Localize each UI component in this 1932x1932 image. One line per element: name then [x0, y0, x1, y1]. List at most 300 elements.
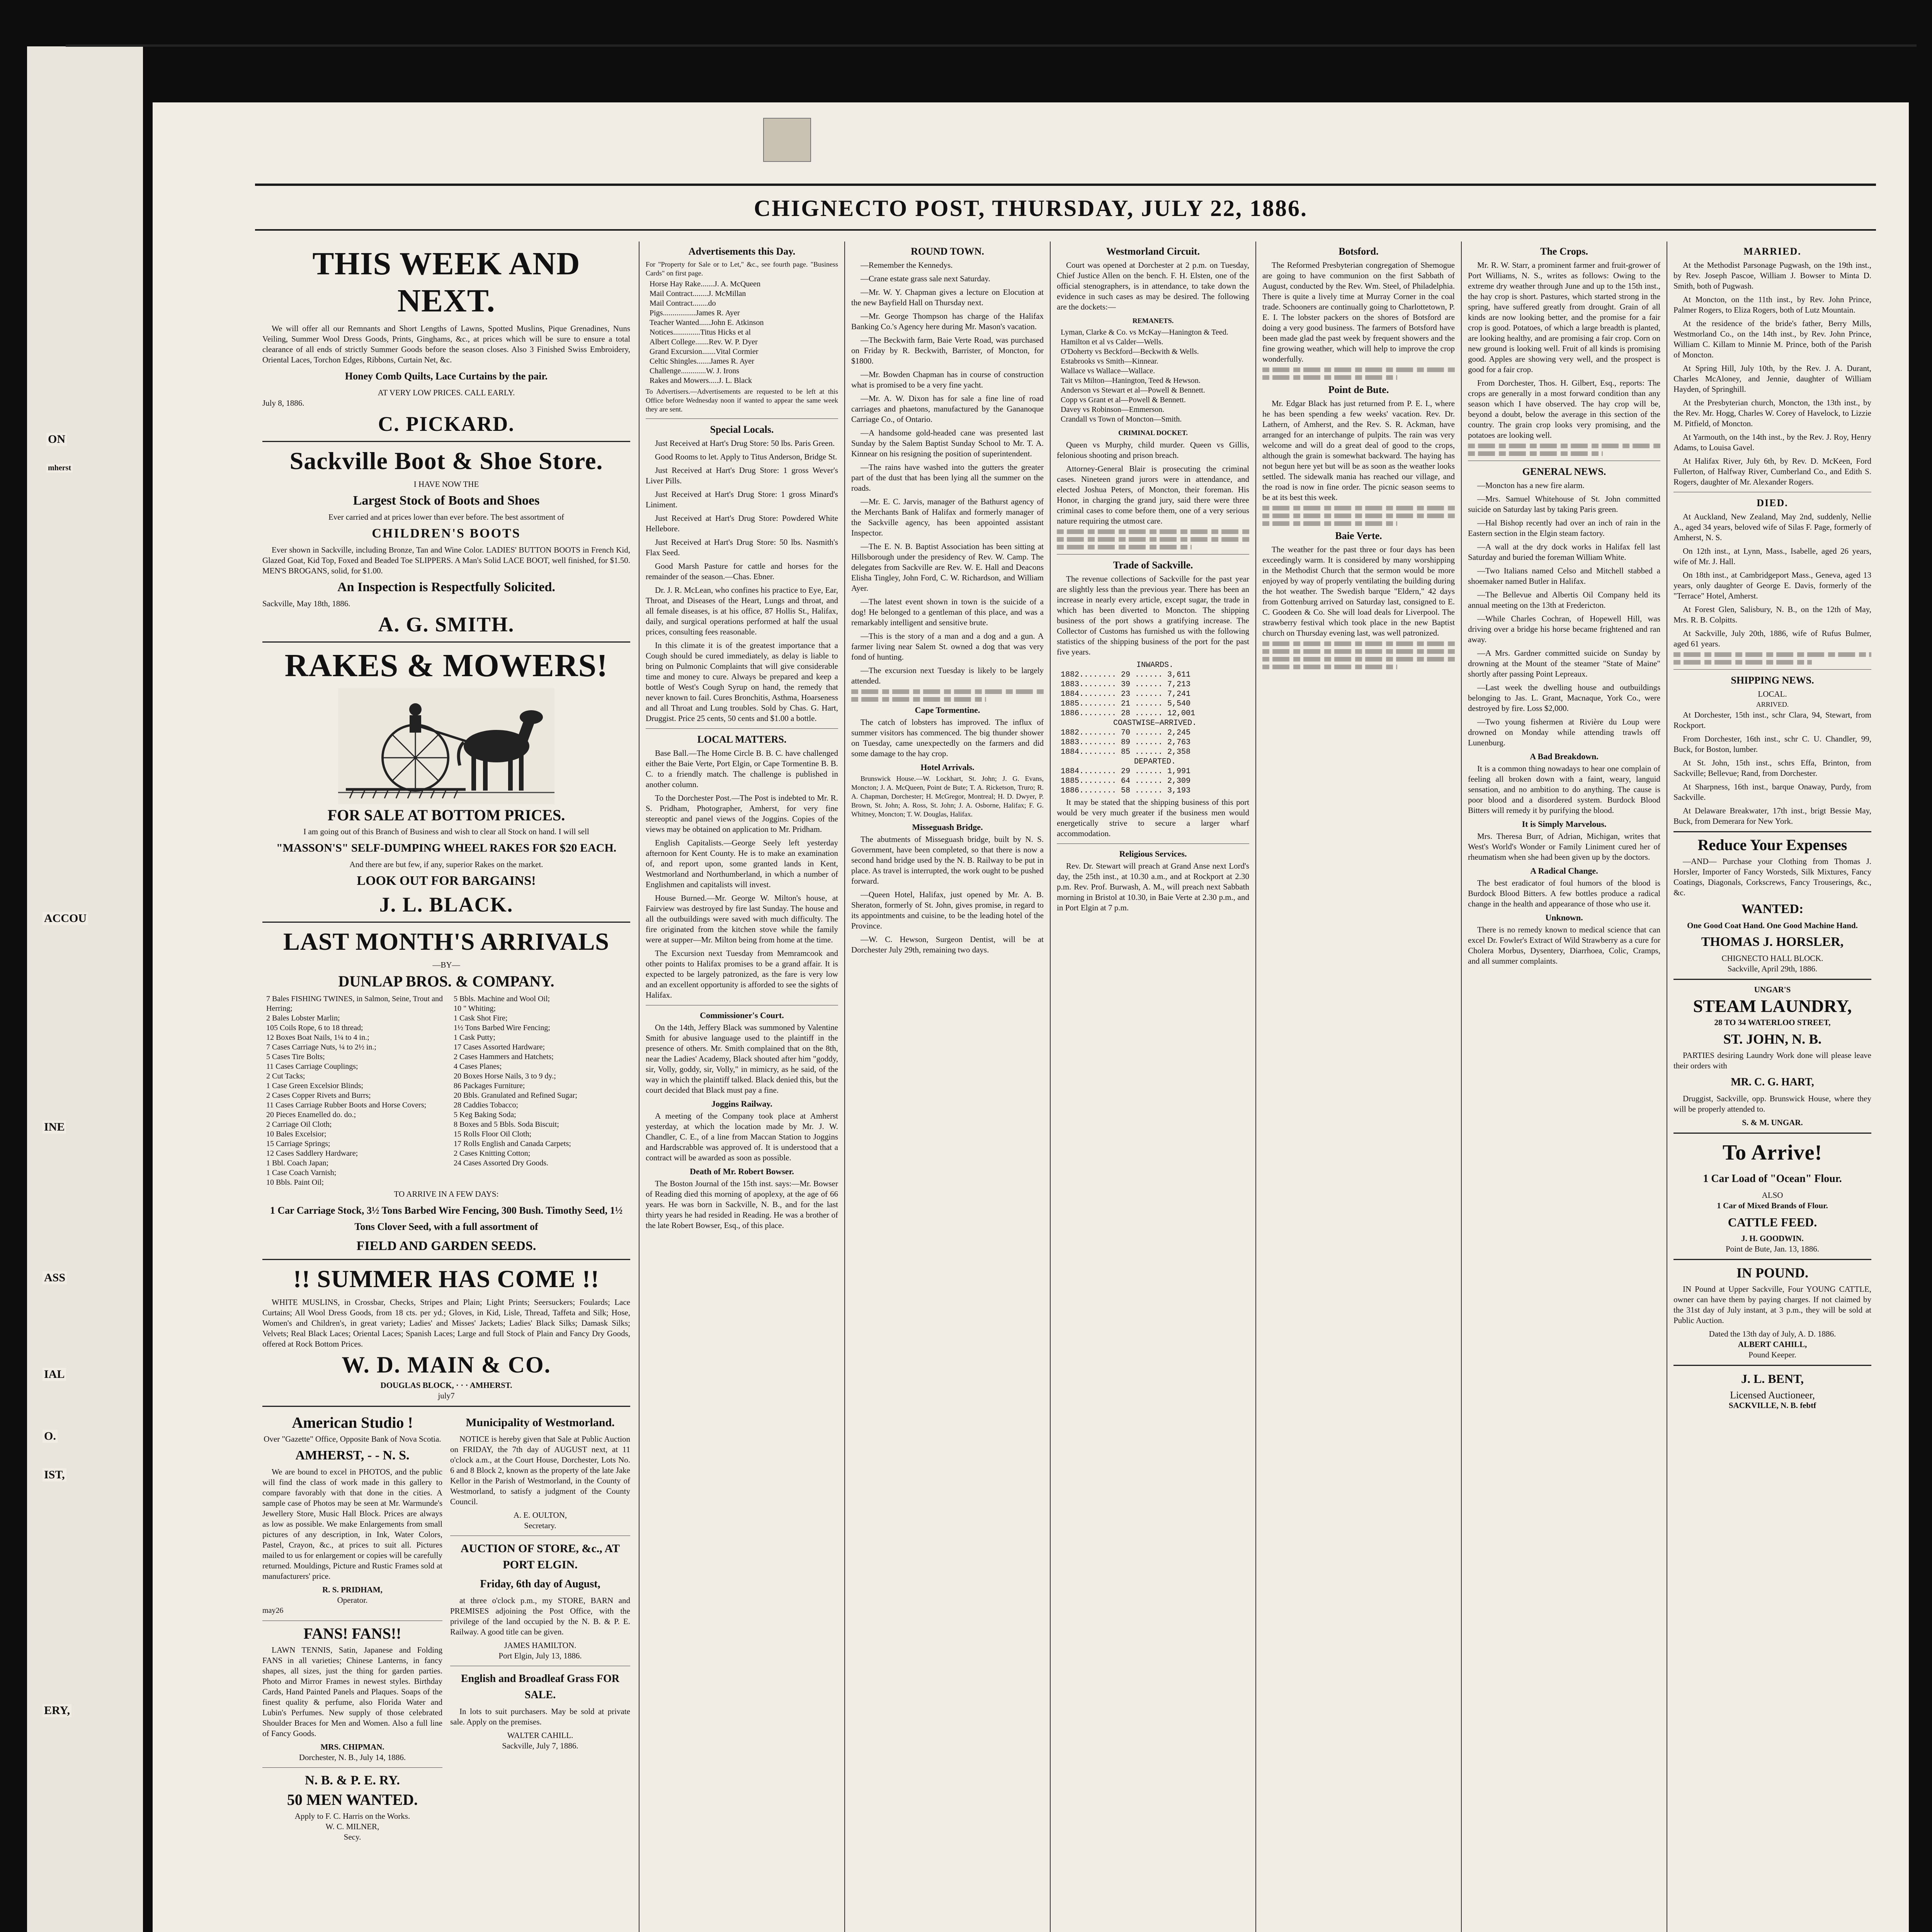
- studio-and-fans-ads: [262, 1412, 442, 1842]
- trade-body: The revenue collections of Sackville for the past year are slightly less than the previous year. There has been an increase in nearly every article, except sugar, the trade in which has been diverted to Moncton. The shipping business of the port shows a gratifying increase. The Collector of Customs has furnished us with the following statistics of the shipping business of the port for the past five years.: [1057, 574, 1249, 656]
- list-item: 1 Bbl. Coach Japan;: [266, 1159, 329, 1167]
- main-co-signature: W. D. MAIN & CO.: [342, 1352, 551, 1378]
- column-rule: [1461, 242, 1462, 1932]
- list-item: Tait vs Milton—Hanington, Teed & Hewson.: [1061, 376, 1201, 385]
- round-town-item: —This is the story of a man and a dog and a gun. A farmer living near Salem St. owned a dog that was very fond of hunting.: [851, 631, 1044, 662]
- list-item: Mail Contract........do: [650, 299, 716, 308]
- list-item: 1 Cask Putty;: [454, 1033, 495, 1042]
- pickard-signature: C. PICKARD.: [378, 412, 515, 435]
- shipping-heading: SHIPPING NEWS.: [1731, 675, 1814, 686]
- column-rule: [1255, 242, 1256, 1932]
- illegible-text: [1262, 665, 1397, 669]
- circuit-body-2: Attorney-General Blair is prosecuting the criminal cases. Nineteen grand jurors were in attendance, and elected Joshua Peters, of Moncton, their foreman. His Honor, in charging the grand jury, said there were three criminal cases to come before them, one of a very serious nature requiring the utmost care.: [1057, 464, 1249, 526]
- in-pound-role: Pound Keeper.: [1748, 1350, 1796, 1359]
- table-row: COASTWISE—ARRIVED.: [1113, 719, 1197, 728]
- news-item: —Two Italians named Celso and Mitchell stabbed a shoemaker named Butler in Halifax.: [1468, 566, 1660, 586]
- divider: [262, 641, 630, 643]
- laundry-body-2: Druggist, Sackville, opp. Brunswick House, where they will be properly attended to.: [1673, 1094, 1871, 1114]
- divider: [1673, 669, 1871, 670]
- illegible-text: [1262, 657, 1455, 662]
- table-row: 1885........ 21 ...... 5,540: [1061, 699, 1191, 708]
- auction-signature: JAMES HAMILTON.: [504, 1641, 577, 1650]
- married-heading: MARRIED.: [1743, 246, 1801, 257]
- list-item: Notices..............Titus Hicks et al: [650, 328, 751, 337]
- list-item: 2 Carriage Oil Cloth;: [266, 1120, 332, 1129]
- railway-signature: W. C. MILNER,: [325, 1822, 379, 1831]
- grass-body: In lots to suit purchasers. May be sold at private sale. Apply on the premises.: [450, 1707, 630, 1726]
- news-item: —A Mrs. Gardner committed suicide on Sunday by drowning at the Mount of the steamer "State of Maine" shortly after passing Point Lepreaux.: [1468, 648, 1660, 679]
- in-pound-signature: ALBERT CAHILL,: [1738, 1340, 1807, 1349]
- reduce-hands: One Good Coat Hand. One Good Machine Hand.: [1687, 921, 1858, 930]
- table-row: 1883........ 89 ...... 2,763: [1061, 738, 1191, 747]
- rakes-heading: RAKES & MOWERS!: [284, 648, 608, 684]
- table-row: 1882........ 29 ...... 3,611: [1061, 670, 1191, 679]
- table-row: DEPARTED.: [1134, 757, 1176, 766]
- illegible-text: [1262, 375, 1397, 380]
- shipping-arrived: ARRIVED.: [1756, 701, 1789, 708]
- breakdown-body: It is a common thing nowadays to hear one complain of feeling all broken down with a faint, weary, languid sensation, and no ambition to do anything. The cause is poor blood and a disordered system. Burdock Blood Bitters will remedy it by purifying the blood.: [1468, 764, 1660, 815]
- laundry-city: ST. JOHN, N. B.: [1723, 1031, 1822, 1047]
- edge-fragment: ACCOU: [43, 912, 88, 925]
- illegible-text: [1262, 514, 1455, 518]
- list-item: O'Doherty vs Beckford—Beckwith & Wells.: [1061, 347, 1199, 356]
- reduce-body: —AND— Purchase your Clothing from Thomas J. Horsler, Importer of Fancy Worsteds, Silk Mixtures, Fancy Coatings, Diagonals, Corkscrews, Fancy Trouserings, &c., &c.: [1673, 857, 1871, 897]
- news-item: —A wall at the dry dock works in Halifax fell last Saturday and buried the foreman William White.: [1468, 542, 1660, 562]
- ads-advertisers-note: To Advertisers.—Advertisements are requested to be left at this Office before Wednesday noon if wanted to appear the same week they are sent.: [646, 388, 838, 413]
- shipping-item: At St. John, 15th inst., schrs Effa, Brinton, from Sackville; Bellevue; Rand, from Dorchester.: [1673, 758, 1871, 778]
- advertisement-column: [257, 242, 636, 1932]
- special-local: Just Received at Hart's Drug Store: 50 lbs. Paris Green.: [655, 439, 835, 448]
- column-rule: [844, 242, 845, 1932]
- boot-store-heading: Sackville Boot & Shoe Store.: [289, 447, 603, 474]
- railway-heading: N. B. & P. E. RY.: [305, 1773, 400, 1787]
- round-town-item: —The E. N. B. Baptist Association has been sitting at Hillsborough under the presidency of Rev. W. Camp. The delegates from Sackville are Rev. W. E. Hall and Deacons Elisha Tingley, John Ford, C. W. Richardson, and William Ayer.: [851, 542, 1044, 593]
- joggins-heading: Joggins Railway.: [711, 1099, 772, 1109]
- edge-fragment: INE: [43, 1121, 66, 1134]
- masthead-title: CHIGNECTO POST, THURSDAY, JULY 22, 1886.: [753, 196, 1308, 221]
- illegible-text: [1673, 660, 1812, 665]
- reduce-firm: CHIGNECTO HALL BLOCK.: [1721, 954, 1823, 963]
- commissioner-body: On the 14th, Jeffery Black was summoned by Valentine Smith for abusive language used to the plaintiff in the presence of others. Mr. Smith complained that on the 8th, near the Ladies' Academy, Black shouted after him "goddy, sir, Volly, goddy, sir, Volly," in mimicry, as he said, of the way in which the plaintiff talked. Black denied this, but the court decided that Black must pay a fine.: [646, 1023, 838, 1095]
- arrivals-carriage: 1 Car Carriage Stock, 3½ Tons Barbed Wire Fencing, 300 Bush. Timothy Seed, 1½ Tons Clover Seed, with a full assortment of: [270, 1205, 623, 1232]
- hewson-item: —W. C. Hewson, Surgeon Dentist, will be at Dorchester July 29th, remaining two days.: [851, 935, 1044, 954]
- illegible-text: [1262, 506, 1455, 510]
- round-town-item: —Mr. Bowden Chapman has in course of construction what is promised to be a very fine yacht.: [851, 370, 1044, 389]
- list-item: Lyman, Clarke & Co. vs McKay—Hanington & Teed.: [1061, 328, 1228, 337]
- table-row: 1884........ 29 ...... 1,991: [1061, 767, 1191, 776]
- edge-fragment: ON: [46, 433, 67, 446]
- cape-body: The catch of lobsters has improved. The influx of summer visitors has commenced. The big thunder shower on Tuesday, came unexpectedly on the farmers and did some damage to the hay crop.: [851, 718, 1044, 758]
- unknown-body: There is no remedy known to medical science that can excel Dr. Fowler's Extract of Wild Strawberry as a cure for Cholera Morbus, Dysentery, Diarrhoea, Colic, Cramps, and all summer complaints.: [1468, 925, 1660, 966]
- boot-store-signature: A. G. SMITH.: [378, 613, 515, 636]
- list-item: 15 Rolls Floor Oil Cloth;: [454, 1130, 532, 1138]
- list-item: Davey vs Robinson—Emmerson.: [1061, 405, 1165, 414]
- studio-heading: American Studio !: [292, 1414, 413, 1431]
- list-item: Teacher Wanted......John E. Atkinson: [650, 318, 764, 327]
- laundry-top: UNGAR'S: [1754, 985, 1791, 994]
- laundry-body: PARTIES desiring Laundry Work done will please leave their orders with: [1673, 1051, 1871, 1070]
- table-row: 1884........ 23 ...... 7,241: [1061, 690, 1191, 699]
- news-item: —The Bellevue and Albertis Oil Company held its annual meeting on the 13th at Fredericton.: [1468, 590, 1660, 610]
- railway-role: Secy.: [344, 1832, 361, 1842]
- rakes-body: I am going out of this Branch of Business and wish to clear all Stock on hand. I will sell: [303, 827, 589, 836]
- column-3: [846, 242, 1049, 1932]
- arrivals-seeds: FIELD AND GARDEN SEEDS.: [356, 1239, 536, 1253]
- hotel-heading: Hotel Arrivals.: [920, 762, 975, 772]
- municipality-body: NOTICE is hereby given that Sale at Public Auction on FRIDAY, the 7th day of AUGUST next, at 11 o'clock a.m., at the Court House, Dorchester, Lots No. 6 and 8 Block 2, known as the property of the late Jake Kellor in the Parish of Westmorland, in the County of Westmorland, to satisfy a judgment of the County Council.: [450, 1434, 630, 1506]
- news-item: —Last week the dwelling house and outbuildings belonging to Jas. L. Grant, Macnaque, York Co., were destroyed by fire. Loss $2,000.: [1468, 683, 1660, 713]
- illegible-text: [1262, 521, 1397, 526]
- news-item: —While Charles Cochran, of Hopewell Hill, was driving over a bridge his horse became frightened and ran away.: [1468, 614, 1660, 644]
- general-news-heading: GENERAL NEWS.: [1522, 466, 1606, 477]
- masthead-bottom-rule: [255, 229, 1876, 231]
- local-matters-heading: LOCAL MATTERS.: [697, 734, 787, 745]
- main-co-date: july7: [438, 1391, 455, 1400]
- fans-heading: FANS! FANS!!: [303, 1625, 401, 1642]
- bent-signature: J. L. BENT,: [1741, 1372, 1804, 1386]
- news-item: —Moncton has a new fire alarm.: [1477, 481, 1585, 490]
- round-town-item: —The latest event shown in town is the suicide of a dog! He belonged to a gentleman of this place, and was a remarkably intelligent and sensitive brute.: [851, 597, 1044, 627]
- hotel-body: Brunswick House.—W. Lockhart, St. John; J. G. Evans, Moncton; J. A. McQueen, Point de Bute; T. A. Ricketson, Truro; R. A. Chapman, Dorchester; H. McGregor, Montreal; H. D. Dwyer, P. Brown, St. John; A. Ross, St. John; J. A. Osborne, Halifax; F. G. Whitney, Moncton; T. W. Douglas, Halifax.: [851, 775, 1044, 818]
- divider: [1673, 1133, 1871, 1134]
- edge-fragment: ERY,: [43, 1704, 71, 1717]
- bowser-heading: Death of Mr. Robert Bowser.: [690, 1167, 794, 1176]
- round-town-item: —Remember the Kennedys.: [861, 260, 953, 270]
- divider: [262, 1259, 630, 1260]
- studio-body: We are bound to excel in PHOTOS, and the public will find the class of work made in this gallery to compare favorably with that done in the cities. A sample case of Photos may be seen at Mr. Warmunde's Jewellery Store, Music Hall Block. Prices are always as low as possible. We make Enlargements from small pictures of any description, in Ink, Water Colors, Pastel, Crayon, &c., at prices to suit all. Pictures mailed to us for enlargement or copies will be carefully returned. Mouldings, Picture and Rustic Frames sold at manufacturers' price.: [262, 1467, 442, 1581]
- studio-date: may26: [262, 1606, 284, 1615]
- to-arrive-heading: To Arrive!: [1722, 1141, 1823, 1165]
- arrivals-lists: [262, 993, 630, 1189]
- divider: [1673, 831, 1871, 832]
- column-7: [1668, 242, 1877, 1932]
- list-item: Anderson vs Stewart et al—Powell & Bennett.: [1061, 386, 1205, 395]
- married-notice: At Halifax River, July 6th, by Rev. D. McKeen, Ford Fullerton, of Halfway River, Cumberland Co., and Edith S. Rogers, daughter of Mr. Alexander Rogers.: [1673, 456, 1871, 486]
- trade-statistics: [1057, 660, 1249, 796]
- misseguash-body: The abutments of Misseguash bridge, built by N. S. Government, have been completed, so that there is now a second hand bridge used by the N. B. Railway to be put in place. As travel is interrupted, the work ought to be pushed forward.: [851, 835, 1044, 886]
- round-town-item: —Crane estate grass sale next Saturday.: [861, 274, 990, 283]
- list-item: 2 Bales Lobster Marlin;: [266, 1014, 340, 1022]
- bent-role: Licensed Auctioneer,: [1730, 1389, 1815, 1401]
- railway-wanted: 50 MEN WANTED.: [287, 1791, 418, 1808]
- list-item: Horse Hay Rake.......J. A. McQueen: [650, 280, 761, 288]
- in-pound-date: Dated the 13th day of July, A. D. 1886.: [1709, 1329, 1836, 1338]
- ads-today-list: [646, 279, 838, 386]
- this-week-quilts: Honey Comb Quilts, Lace Curtains by the pair.: [345, 371, 548, 382]
- special-local: In this climate it is of the greatest importance that a Cough should be cured immediately, as delay is liable to bring on Pulmonic Complaints that will give considerable time and money to cure. Always be prepared and keep a bottle of West's Cough Syrup on hand, the remedy that never known to fail. Cures Bronchitis, Asthma, Hoarseness and all Throat and Lung troubles. Sold by Chas. G. Hart, Druggist. Price 25 cents, 50 cents and $1.00 a bottle.: [646, 641, 838, 723]
- boot-store-body: Ever shown in Sackville, including Bronze, Tan and Wine Color. LADIES' BUTTON BOOTS in French Kid, Glazed Goat, Kid Top, Foxed and Beaded Toe SLIPPERS. A Man's Solid LACE BOOT, well finished, for $1.50. MEN'S BROGANS, solid, for $1.00.: [262, 545, 630, 575]
- fans-date: Dorchester, N. B., July 14, 1886.: [299, 1753, 406, 1762]
- round-town-item: —Mr. A. W. Dixon has for sale a fine line of road carriages and phaetons, manufactured by the Gananoque Carriage Co., of Ontario.: [851, 394, 1044, 424]
- botsford-body: The Reformed Presbyterian congregation of Shemogue are going to have communion on the first Sabbath of August, conducted by the Rev. Wm. Steel, of Philadelphia. There is quite a lively time at Murray Corner in the coal trade. Schooners are continually going to Charlottetown, P. E. I. The lobster packers on the shores of Botsford are doing a very good business. The farmers of Botsford have been made glad the past week by frequent showers and the fine growing weather, which will help to improve the crop wonderfully.: [1262, 260, 1455, 364]
- illegible-text: [1673, 652, 1871, 657]
- illegible-text: [1262, 367, 1455, 372]
- special-local: Good Marsh Pasture for cattle and horses for the remainder of the season.—Chas. Ebner.: [646, 561, 838, 581]
- round-town-item: —The excursion next Tuesday is likely to be largely attended.: [851, 666, 1044, 685]
- breakdown-heading: A Bad Breakdown.: [1530, 752, 1599, 761]
- newspaper-page: [153, 102, 1909, 1932]
- laundry-firm: S. & M. UNGAR.: [1742, 1118, 1803, 1127]
- list-item: 7 Cases Carriage Nuts, ¼ to 2½ in.;: [266, 1043, 376, 1051]
- to-arrive-also: ALSO: [1762, 1190, 1783, 1200]
- list-item: Rakes and Mowers.....J. L. Black: [650, 376, 752, 385]
- binding-clip: [763, 118, 811, 162]
- column-5: [1257, 242, 1460, 1932]
- bowser-body: The Boston Journal of the 15th inst. says:—Mr. Bowser of Reading died this morning of apoplexy, at the age of 66 years. He was born in Sackville, N. B., and for the last thirty years he had resided in Reading. He was a brother of the late Robert Bowser, Esq., of this place.: [646, 1179, 838, 1230]
- boot-store-children: CHILDREN'S BOOTS: [372, 526, 521, 541]
- ads-today-heading: Advertisements this Day.: [688, 246, 796, 257]
- auction-date: Friday, 6th day of August,: [480, 1578, 600, 1590]
- death-notice: At Auckland, New Zealand, May 2nd, suddenly, Nellie A., aged 34 years, beloved wife of Silas F. Page, formerly of Amherst, N. S.: [1673, 512, 1871, 542]
- table-row: INWARDS.: [1136, 661, 1173, 670]
- in-pound-body: IN Pound at Upper Sackville, Four YOUNG CATTLE, owner can have them by paying charges. If not claimed by the 31st day of July instant, at 3 p.m., they will be sold at Public Auction.: [1673, 1284, 1871, 1325]
- list-item: 105 Coils Rope, 6 to 18 thread;: [266, 1024, 363, 1032]
- summer-heading: !! SUMMER HAS COME !!: [293, 1265, 600, 1293]
- bottom-ads-split: [262, 1412, 630, 1842]
- to-arrive-date: Point de Bute, Jan. 13, 1886.: [1725, 1244, 1820, 1253]
- municipality-role: Secretary.: [524, 1521, 556, 1530]
- illegible-text: [1057, 529, 1249, 534]
- list-item: 12 Cases Saddlery Hardware;: [266, 1149, 358, 1158]
- frame-top-rule: [66, 44, 1917, 47]
- illegible-text: [1262, 649, 1455, 654]
- special-local: Just Received at Hart's Drug Store: 50 lbs. Nasmith's Flax Seed.: [646, 537, 838, 557]
- unknown-heading: Unknown.: [1545, 913, 1583, 922]
- list-item: 28 Caddies Tobacco;: [454, 1101, 519, 1109]
- special-local: Just Received at Hart's Drug Store: Powdered White Hellebore.: [646, 514, 838, 533]
- auction-heading: AUCTION OF STORE, &c., AT PORT ELGIN.: [461, 1542, 620, 1571]
- illegible-text: [851, 689, 1044, 694]
- arrivals-firm: DUNLAP BROS. & COMPANY.: [338, 973, 554, 990]
- list-item: 24 Cases Assorted Dry Goods.: [454, 1159, 548, 1167]
- column-rule: [1050, 242, 1051, 1932]
- list-item: Copp vs Grant et al—Powell & Bennett.: [1061, 396, 1186, 404]
- list-item: 2 Cases Copper Rivets and Burrs;: [266, 1091, 371, 1100]
- list-item: 20 Bbls. Granulated and Refined Sugar;: [454, 1091, 577, 1100]
- death-notice: On 18th inst., at Cambridgeport Mass., Geneva, aged 13 years, only daughter of George E. Davis, formerly of the "Terrace" Hotel, Amherst.: [1673, 570, 1871, 600]
- grass-heading: English and Broadleaf Grass FOR SALE.: [461, 1673, 620, 1701]
- misseguash-heading: Misseguash Bridge.: [912, 822, 983, 832]
- list-item: Mail Contract........J. McMillan: [650, 289, 746, 298]
- list-item: 11 Cases Carriage Rubber Boots and Horse Covers;: [266, 1101, 427, 1109]
- list-item: Albert College.......Rev. W. P. Dyer: [650, 338, 758, 346]
- round-town-heading: ROUND TOWN.: [911, 246, 984, 257]
- point-de-bute-heading: Point de Bute.: [1328, 384, 1389, 395]
- masthead: [153, 184, 1909, 234]
- death-notice: At Forest Glen, Salisbury, N. B., on the 12th of May, Mrs. R. B. Colpitts.: [1673, 605, 1871, 624]
- reduce-date: Sackville, April 29th, 1886.: [1727, 964, 1818, 973]
- this-week-prices: AT VERY LOW PRICES. CALL EARLY.: [378, 388, 515, 397]
- boot-store-largest: Largest Stock of Boots and Shoes: [353, 493, 540, 508]
- death-notice: On 12th inst., at Lynn, Mass., Isabelle, aged 26 years, wife of Mr. J. Hall.: [1673, 546, 1871, 566]
- to-arrive-flour: 1 Car Load of "Ocean" Flour.: [1703, 1173, 1842, 1185]
- married-notice: At Yarmouth, on the 14th inst., by the Rev. J. Roy, Henry Adams, to Louisa Gavel.: [1673, 432, 1871, 452]
- grass-date: Sackville, July 7, 1886.: [502, 1741, 578, 1750]
- radical-body: The best eradicator of foul humors of the blood is Burdock Blood Bitters. A few bottles produce a radical change in the health and appearance of those who use it.: [1468, 878, 1660, 908]
- list-item: 2 Cases Hammers and Hatchets;: [454, 1053, 554, 1061]
- shipping-local: LOCAL.: [1758, 689, 1787, 699]
- grass-signature: WALTER CAHILL.: [507, 1731, 573, 1740]
- illegible-text: [1057, 537, 1249, 542]
- list-item: 1 Cask Shot Fire;: [454, 1014, 508, 1022]
- arrivals-to-arrive: TO ARRIVE IN A FEW DAYS:: [394, 1189, 499, 1199]
- list-item: Estabrooks vs Smith—Kinnear.: [1061, 357, 1158, 366]
- list-item: 2 Cases Knitting Cotton;: [454, 1149, 531, 1158]
- edge-fragment: O.: [43, 1430, 58, 1443]
- local-matter: House Burned.—Mr. George W. Milton's house, at Fairview was destroyed by fire last Sunday. The house and all the outbuildings were saved with much difficulty. The fire originated from the kitchen stove while the family were at supper—Mr. Milton being from home at the time.: [646, 893, 838, 944]
- to-arrive-mixed: 1 Car of Mixed Brands of Flour.: [1717, 1201, 1828, 1210]
- round-town-item: —Mr. W. Y. Chapman gives a lecture on Elocution at the new Bayfield Hall on Thursday next.: [851, 287, 1044, 307]
- point-de-bute-body: Mr. Edgar Black has just returned from P. E. I., where he has been spending a few weeks' vacation. Rev. Dr. Lathern, of Amherst, and the Rev. S. R. Ackman, have arranged for an interchange of pulpits. The rain was very welcome and will do a great deal of good to the crops, although the grain is somewhat backward. The haying has not begun here yet but will be as soon as the weather looks settled. The sidewalk mania has reached our village, and the road is now in fine order. The picnic season seems to be at its best this week.: [1262, 399, 1455, 502]
- divider: [646, 728, 838, 729]
- laundry-agent: MR. C. G. HART,: [1731, 1076, 1814, 1088]
- special-local: Just Received at Hart's Drug Store: 1 gross Wever's Liver Pills.: [646, 466, 838, 485]
- laundry-heading: STEAM LAUNDRY,: [1693, 996, 1852, 1016]
- illegible-text: [851, 697, 986, 702]
- married-notice: At Spring Hill, July 10th, by the Rev. J. A. Durant, Charles McAloney, and Jennie, daughter of William Hayden, of Springhill.: [1673, 364, 1871, 394]
- list-item: 86 Packages Furniture;: [454, 1082, 525, 1090]
- arrivals-list-left: [262, 994, 443, 1187]
- rakes-sale-line: FOR SALE AT BOTTOM PRICES.: [327, 806, 565, 824]
- local-matter: Base Ball.—The Home Circle B. B. C. have challenged either the Baie Verte, Port Elgin, or Cape Tormentine B. B. C. to a friendly match. The challenge is published in another column.: [646, 748, 838, 789]
- studio-signature: R. S. PRIDHAM,: [322, 1585, 383, 1594]
- list-item: 17 Rolls English and Canada Carpets;: [454, 1139, 571, 1148]
- baie-verte-heading: Baie Verte.: [1335, 530, 1382, 541]
- rakes-few: And there are but few, if any, superior Rakes on the market.: [349, 860, 543, 869]
- in-pound-heading: IN POUND.: [1736, 1265, 1808, 1281]
- column-6: [1463, 242, 1666, 1932]
- main-co-block: DOUGLAS BLOCK, · · · AMHERST.: [380, 1381, 512, 1390]
- married-notice: At the Methodist Parsonage Pugwash, on the 19th inst., by Rev. Joseph Pascoe, William J. Bowser to Minta D. Smith, both of Pugwash.: [1673, 260, 1871, 291]
- marvelous-body: Mrs. Theresa Burr, of Adrian, Michigan, writes that West's World's Wonder or Family Liniment cured her of rheumatism when she had been given up by the doctors.: [1468, 832, 1660, 862]
- auction-place-date: Port Elgin, July 13, 1886.: [498, 1651, 582, 1660]
- reduce-wanted: WANTED:: [1741, 902, 1804, 916]
- divider: [646, 418, 838, 419]
- shipping-item: At Sharpness, 16th inst., barque Onaway, Purdy, from Sackville.: [1673, 782, 1871, 802]
- edge-fragment: mherst: [46, 464, 73, 473]
- cape-heading: Cape Tormentine.: [915, 705, 980, 715]
- table-row: 1885........ 64 ...... 2,309: [1061, 777, 1191, 786]
- circuit-queen: Queen vs Murphy, child murder. Queen vs Gillis, felonious shooting and prison breach.: [1057, 440, 1249, 460]
- illegible-text: [1468, 444, 1660, 448]
- summer-body: WHITE MUSLINS, in Crossbar, Checks, Stripes and Plain; Light Prints; Seersuckers; Foulards; Lace Curtains; All Wool Dress Goods, from 18 cts. per yd.; Gloves, in Kid, Lisle, Thread, Taffeta and Silk; Hose, Women's and Children's, in great variety; Ladies' and Misses' Jackets; Ladies' Black Silks; Damask Silks; Velvets; Real Black Laces; Oriental Laces; Spanish Laces; Large and full Stock of Plain and Fancy Dry Goods, offered at Rock Bottom Prices.: [262, 1298, 630, 1349]
- adjacent-page-fragments: [0, 0, 147, 1932]
- rakes-lookout: LOOK OUT FOR BARGAINS!: [357, 874, 536, 888]
- divider: [262, 922, 630, 923]
- commissioner-heading: Commissioner's Court.: [700, 1010, 784, 1020]
- circuit-heading: Westmorland Circuit.: [1106, 246, 1200, 257]
- list-item: Grand Excursion.......Vital Cormier: [650, 347, 759, 356]
- laundry-address: 28 TO 34 WATERLOO STREET,: [1714, 1018, 1831, 1027]
- ads-today-note: For "Property for Sale or to Let," &c., see fourth page. "Business Cards" on first page.: [646, 260, 838, 277]
- botsford-heading: Botsford.: [1338, 246, 1379, 257]
- reduce-signature: THOMAS J. HORSLER,: [1701, 935, 1844, 949]
- column-2: [640, 242, 844, 1932]
- railway-apply: Apply to F. C. Harris on the Works.: [294, 1811, 410, 1821]
- this-week-heading: THIS WEEK AND NEXT.: [312, 246, 580, 319]
- edge-fragment: IST,: [43, 1468, 66, 1481]
- bent-place: SACKVILLE, N. B. febtf: [1728, 1401, 1816, 1410]
- round-town-item: —Mr. George Thompson has charge of the Halifax Banking Co.'s Agency here during Mr. Mason's vacation.: [851, 311, 1044, 331]
- to-arrive-signature: J. H. GOODWIN.: [1741, 1234, 1804, 1243]
- crops-heading: The Crops.: [1540, 246, 1588, 257]
- municipality-signature: A. E. OULTON,: [513, 1510, 567, 1520]
- baie-verte-body: The weather for the past three or four days has been exceedingly warm. It is considered by many worshipping in the Methodist Church that the sermon would be more enjoyed by way of properly ventilating the building during the hot weather. The Swedish barque "Eldern," 42 days from Gottenburg arrived on Saturday last, consigned to E. C. Goodeen & Co. She will load deals for Liverpool. The strawberry festival which took place in the new Baptist church on Thursday evening last, was well patronized.: [1262, 545, 1455, 638]
- shipping-item: From Dorchester, 16th inst., schr C. U. Chandler, 99, Buck, for Boston, lumber.: [1673, 734, 1871, 754]
- crops-body-2: From Dorchester, Thos. H. Gilbert, Esq., reports: The crops are generally in a most forward condition than any season which I have observed. The hay crop will be, beyond a doubt, below the average in this section of the country. The grain crop looks very promising, and the potatoes are looking well.: [1468, 378, 1660, 440]
- list-item: 7 Bales FISHING TWINES, in Salmon, Seine, Trout and Herring;: [266, 995, 443, 1013]
- round-town-item: —The rains have washed into the gutters the greater part of the dust that has been lying all the summer on the roads.: [851, 463, 1044, 493]
- illegible-text: [1262, 641, 1455, 646]
- pickard-date: July 8, 1886.: [262, 398, 304, 408]
- list-item: 1 Case Green Excelsior Blinds;: [266, 1082, 364, 1090]
- list-item: Wallace vs Wallace—Wallace.: [1061, 367, 1155, 375]
- table-row: 1886........ 28 ...... 12,001: [1061, 709, 1196, 718]
- joggins-body: A meeting of the Company took place at Amherst yesterday, at which the location made by Mr. J. W. Chandler, C. E., of a line from Maccan Station to Joggins and Hardscrabble was approved of. It is understood that a contract will be awarded as soon as possible.: [646, 1111, 838, 1162]
- arrivals-by: —BY—: [432, 960, 460, 969]
- queen-hotel-item: —Queen Hotel, Halifax, just opened by Mr. A. B. Sheraton, formerly of St. John, gives promise, in regard to its appointments and cuisine, to be the leading hotel of the Province.: [851, 890, 1044, 930]
- round-town-item: —The Beckwith farm, Baie Verte Road, was purchased on Friday by R. Beckwith, Barrister, of Moncton, for $1800.: [851, 335, 1044, 366]
- list-item: 10 Bbls. Paint Oil;: [266, 1178, 324, 1187]
- illegible-text: [1057, 545, 1192, 549]
- circuit-cases: [1057, 328, 1249, 424]
- list-item: 5 Keg Baking Soda;: [454, 1111, 516, 1119]
- special-local: Good Rooms to let. Apply to Titus Anderson, Bridge St.: [655, 452, 837, 461]
- shipping-item: At Dorchester, 15th inst., schr Clara, 94, Stewart, from Rockport.: [1673, 710, 1871, 730]
- divider: [1673, 979, 1871, 980]
- masthead-top-rule: [255, 184, 1876, 186]
- died-heading: DIED.: [1757, 497, 1788, 509]
- edge-fragment: IAL: [43, 1368, 66, 1381]
- studio-over: Over "Gazette" Office, Opposite Bank of Nova Scotia.: [264, 1434, 441, 1444]
- auction-body: at three o'clock p.m., my STORE, BARN and PREMISES adjoining the Post Office, with the privilege of the land occupied by the N. B. & P. E. Railway. A good title can be given.: [450, 1596, 630, 1636]
- shipping-item: At Delaware Breakwater, 17th inst., brigt Bessie May, Buck, from Demerara for New York.: [1673, 806, 1871, 826]
- rakes-massons: "MASSON'S" SELF-DUMPING WHEEL RAKES FOR $20 EACH.: [276, 842, 617, 854]
- list-item: 10 " Whiting;: [454, 1004, 496, 1013]
- news-item: —Two young fishermen at Rivière du Loup were drowned on Monday while attending trawls off Lunenburg.: [1468, 717, 1660, 747]
- list-item: Challenge.............W. J. Irons: [650, 367, 740, 375]
- trade-body-2: It may be stated that the shipping business of this port would be very much greater if the business men would energetically strive to secure a larger wharf accommodation.: [1057, 798, 1249, 838]
- circuit-body: Court was opened at Dorchester at 2 p.m. on Tuesday, Chief Justice Allen on the bench. F. H. Elsten, one of the official stenographers, is in attendance, to take down the evidence in such cases as may be desired. The following are the dockets:—: [1057, 260, 1249, 311]
- list-item: Hamilton et al vs Calder—Wells.: [1061, 338, 1163, 346]
- list-item: 15 Carriage Springs;: [266, 1139, 330, 1148]
- special-locals-heading: Special Locals.: [710, 424, 774, 435]
- round-town-item: —Mr. E. C. Jarvis, manager of the Bathurst agency of the Merchants Bank of Halifax and formerly manager of the Sackville agency, has been appointed assistant Inspector.: [851, 497, 1044, 537]
- news-item: —Hal Bishop recently had over an inch of rain in the Eastern section in the Elgin steam factory.: [1468, 518, 1660, 538]
- boot-store-ever: Ever carried and at prices lower than ever before. The best assortment of: [328, 512, 565, 522]
- table-row: 1883........ 39 ...... 7,213: [1061, 680, 1191, 689]
- table-row: 1882........ 70 ...... 2,245: [1061, 728, 1191, 737]
- list-item: 17 Cases Assorted Hardware;: [454, 1043, 545, 1051]
- local-matter: English Capitalists.—George Seely left yesterday afternoon for Kent County. He is to make an examination of, and report upon, some granted lands in Kent, Westmorland and Northumberland, in which a number of Englishmen and capitalists will invest.: [646, 838, 838, 889]
- list-item: 10 Bales Excelsior;: [266, 1130, 327, 1138]
- crops-body: Mr. R. W. Starr, a prominent farmer and fruit-grower of Port Williams, N. S., writes as follows: Owing to the extreme dry weather through June and up to the 15th inst., the hay crop is short. Pastures, which started strong in the spring, have suffered greatly from drought. Grain of all kinds are now looking better, and the promise for a fair crop is good. Potatoes, of which a large breadth is planted, are looking healthy, and are promising a fair crop. Corn on new ground is looking well. Fruit of all kinds is promising good. Apples are showing very well, and the prospect is good for a fair crop.: [1468, 260, 1660, 374]
- marvelous-heading: It is Simply Marvelous.: [1522, 819, 1607, 829]
- studio-place: AMHERST, - - N. S.: [295, 1448, 410, 1463]
- divider: [262, 441, 630, 442]
- table-row: 1886........ 58 ...... 3,193: [1061, 786, 1191, 795]
- list-item: 20 Pieces Enamelled do. do.;: [266, 1111, 356, 1119]
- edge-fragment: ASS: [43, 1271, 67, 1284]
- divider: [1673, 1365, 1871, 1366]
- fans-signature: MRS. CHIPMAN.: [320, 1742, 384, 1752]
- illegible-text: [1468, 451, 1603, 456]
- married-notice: At Moncton, on the 11th inst., by Rev. John Prince, Palmer Rogers, to Eliza Rogers, both of Lutz Mountain.: [1673, 295, 1871, 315]
- special-local: Just Received at Hart's Drug Store: 1 gross Minard's Liniment.: [646, 490, 838, 509]
- boot-store-inspection: An Inspection is Respectfully Solicited.: [337, 580, 555, 594]
- list-item: 5 Bbls. Machine and Wool Oil;: [454, 995, 550, 1003]
- list-item: 1½ Tons Barbed Wire Fencing;: [454, 1024, 550, 1032]
